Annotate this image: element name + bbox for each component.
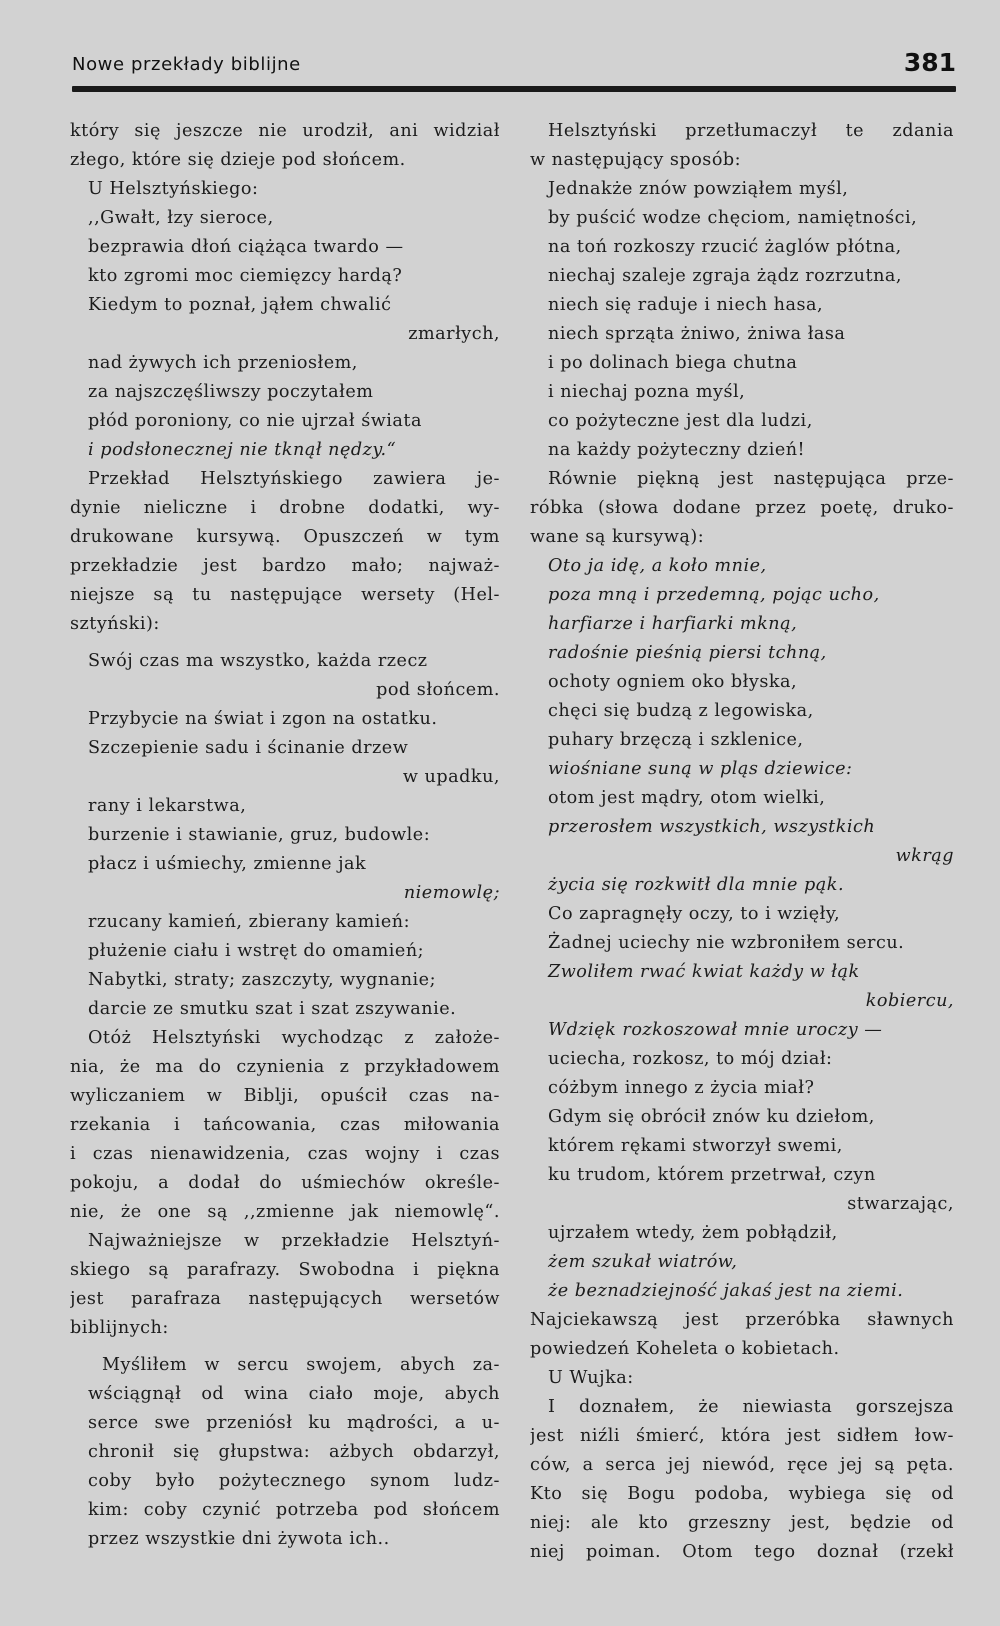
text-line: pokoju, a dodał do uśmiechów określe- — [70, 1173, 500, 1193]
running-title: Nowe przekłady biblijne — [72, 54, 301, 75]
text-line: płużenie ciału i wstręt do omamień; — [88, 941, 425, 961]
text-line: U Helsztyńskiego: — [88, 179, 259, 199]
text-line: chronił się głupstwa: ażbych obdarzył, — [88, 1442, 500, 1462]
text-line: Równie piękną jest następująca prze- — [548, 469, 954, 489]
text-line: uciecha, rozkosz, to mój dział: — [548, 1049, 833, 1069]
text-line: róbka (słowa dodane przez poetę, druko- — [530, 498, 954, 518]
text-line: i niechaj pozna myśl, — [548, 382, 746, 402]
text-line: jest parafraza następujących wersetów — [70, 1289, 500, 1309]
text-line: otom jest mądry, otom wielki, — [548, 788, 826, 808]
text-line: ku trudom, którem przetrwał, czyn — [548, 1165, 876, 1185]
text-line: poza mną i przedemną, pojąc ucho, — [548, 585, 880, 605]
text-line: coby było pożytecznego synom ludz- — [88, 1471, 500, 1491]
text-line: niejsze są tu następujące wersety (Hel- — [70, 585, 500, 605]
text-line: stwarzając, — [847, 1194, 954, 1214]
text-line: ujrzałem wtedy, żem pobłądził, — [548, 1223, 838, 1243]
text-line: serce swe przeniósł ku mądrości, a u- — [88, 1413, 500, 1433]
text-line: niemowlę; — [403, 883, 500, 903]
text-line: niechaj szaleje zgraja żądz rozrzutna, — [548, 266, 902, 286]
text-line: Kiedym to poznał, jąłem chwalić — [88, 295, 392, 315]
text-line: Gdym się obrócił znów ku dziełom, — [548, 1107, 875, 1127]
text-line: radośnie pieśnią piersi tchną, — [548, 643, 827, 663]
text-line: niej: ale kto grzeszny jest, będzie od — [530, 1513, 954, 1533]
text-line: sztyński): — [70, 614, 160, 634]
text-line: wkrąg — [895, 846, 954, 866]
text-line: powiedzeń Koheleta o kobietach. — [530, 1339, 840, 1359]
text-line: Szczepienie sadu i ścinanie drzew — [88, 738, 409, 758]
text-line: przekładzie jest bardzo mało; najważ- — [70, 556, 500, 576]
text-line: wyliczaniem w Biblji, opuścił czas na- — [70, 1086, 500, 1106]
text-line: skiego są parafrazy. Swobodna i piękna — [70, 1260, 500, 1280]
page-header — [72, 48, 956, 88]
text-line: nie, że one są ,,zmienne jak niemowlę“. — [70, 1202, 500, 1222]
text-line: Myśliłem w sercu swojem, abych za- — [102, 1355, 500, 1375]
page-number: 381 — [903, 48, 956, 77]
text-line: przerosłem wszystkich, wszystkich — [548, 817, 876, 837]
text-line: kobiercu, — [865, 991, 954, 1011]
text-line: cóżbym innego z życia miał? — [548, 1078, 815, 1098]
right-column — [530, 117, 954, 1567]
text-line: Oto ja idę, a koło mnie, — [548, 556, 767, 576]
stanza-gap — [70, 639, 500, 647]
text-line: którem rękami stworzył swemi, — [548, 1136, 843, 1156]
text-line: wiośniane suną w pląs dziewice: — [548, 759, 853, 779]
text-line: Wdzięk rozkoszował mnie uroczy — — [548, 1020, 883, 1040]
text-line: co pożyteczne jest dla ludzi, — [548, 411, 813, 431]
text-line: biblijnych: — [70, 1318, 169, 1338]
text-line: darcie ze smutku szat i szat zszywanie. — [88, 999, 457, 1019]
text-line: rzekania i tańcowania, czas miłowania — [70, 1115, 500, 1135]
text-line: płód poroniony, co nie ujrzał świata — [88, 411, 422, 431]
text-line: Swój czas ma wszystko, każda rzecz — [88, 651, 428, 671]
text-line: nia, że ma do czynienia z przykładowem — [70, 1057, 500, 1077]
text-line: Najciekawszą jest przeróbka sławnych — [530, 1310, 954, 1330]
text-line: Helsztyński przetłumaczył te zdania — [548, 121, 954, 141]
text-line: I doznałem, że niewiasta gorszejsza — [548, 1397, 954, 1417]
text-line: Przekład Helsztyńskiego zawiera je- — [88, 469, 500, 489]
text-line: niej poiman. Otom tego doznał (rzekł — [530, 1542, 954, 1562]
text-line: kim: coby czynić potrzeba pod słońcem — [88, 1500, 500, 1520]
text-line: Żadnej uciechy nie wzbroniłem sercu. — [548, 933, 905, 953]
text-line: dynie nieliczne i drobne dodatki, wy- — [70, 498, 500, 518]
text-line: bezprawia dłoń ciążąca twardo — — [88, 237, 404, 257]
text-line: żem szukał wiatrów, — [548, 1252, 738, 1272]
text-line: na toń rozkoszy rzucić żaglów płótna, — [548, 237, 902, 257]
text-line: U Wujka: — [548, 1368, 634, 1388]
text-line: nad żywych ich przeniosłem, — [88, 353, 358, 373]
text-line: Otóż Helsztyński wychodząc z założe- — [88, 1028, 500, 1048]
text-line: przez wszystkie dni żywota ich.. — [88, 1529, 390, 1549]
text-line: Najważniejsze w przekładzie Helsztyń- — [88, 1231, 500, 1251]
text-line: ,,Gwałt, łzy sieroce, — [88, 208, 274, 228]
text-line: życia się rozkwitł dla mnie pąk. — [548, 875, 845, 895]
text-line: wściągnął od wina ciało moje, abych — [88, 1384, 500, 1404]
text-line: niech sprząta żniwo, żniwa łasa — [548, 324, 846, 344]
text-line: Co zapragnęły oczy, to i wzięły, — [548, 904, 841, 924]
text-line: Zwoliłem rwać kwiat każdy w łąk — [548, 962, 860, 982]
text-line: że beznadziejność jakaś jest na ziemi. — [548, 1281, 904, 1301]
text-line: harfiarze i harfiarki mkną, — [548, 614, 798, 634]
text-line: w upadku, — [402, 767, 500, 787]
text-line: na każdy pożyteczny dzień! — [548, 440, 806, 460]
text-line: i po dolinach biega chutna — [548, 353, 798, 373]
text-line: Nabytki, straty; zaszczyty, wygnanie; — [88, 970, 437, 990]
text-line: rany i lekarstwa, — [88, 796, 247, 816]
text-line: Przybycie na świat i zgon na ostatku. — [88, 709, 438, 729]
text-line: i czas nienawidzenia, czas wojny i czas — [70, 1144, 500, 1164]
text-line: zmarłych, — [408, 324, 500, 344]
text-line: pod słońcem. — [376, 680, 500, 700]
text-line: złego, które się dzieje pod słońcem. — [70, 150, 406, 170]
text-line: w następujący sposób: — [530, 150, 742, 170]
text-line: burzenie i stawianie, gruz, budowle: — [88, 825, 431, 845]
text-line: drukowane kursywą. Opuszczeń w tym — [70, 527, 500, 547]
text-line: Kto się Bogu podoba, wybiega się od — [530, 1484, 954, 1504]
text-line: za najszczęśliwszy poczytałem — [88, 382, 374, 402]
text-line: i podsłonecznej nie tknął nędzy.“ — [88, 440, 397, 460]
text-line: wane są kursywą): — [530, 527, 705, 547]
text-line: płacz i uśmiechy, zmienne jak — [88, 854, 367, 874]
header-rule — [72, 86, 956, 92]
text-line: ochoty ogniem oko błyska, — [548, 672, 798, 692]
text-line: niech się raduje i niech hasa, — [548, 295, 824, 315]
text-line: puhary brzęczą i szklenice, — [548, 730, 804, 750]
text-line: by puścić wodze chęciom, namiętności, — [548, 208, 918, 228]
text-line: rzucany kamień, zbierany kamień: — [88, 912, 411, 932]
text-line: jest niźli śmierć, która jest sidłem łow- — [530, 1426, 954, 1446]
text-line: chęci się budzą z legowiska, — [548, 701, 814, 721]
text-line: Jednakże znów powziąłem myśl, — [548, 179, 849, 199]
text-line: kto zgromi moc ciemięzcy hardą? — [88, 266, 403, 286]
text-line: który się jeszcze nie urodził, ani widział — [70, 121, 500, 141]
text-line: ców, a serca jej niewód, ręce jej są pęta. — [530, 1455, 954, 1475]
left-column — [70, 117, 500, 1554]
stanza-gap — [70, 1343, 500, 1351]
